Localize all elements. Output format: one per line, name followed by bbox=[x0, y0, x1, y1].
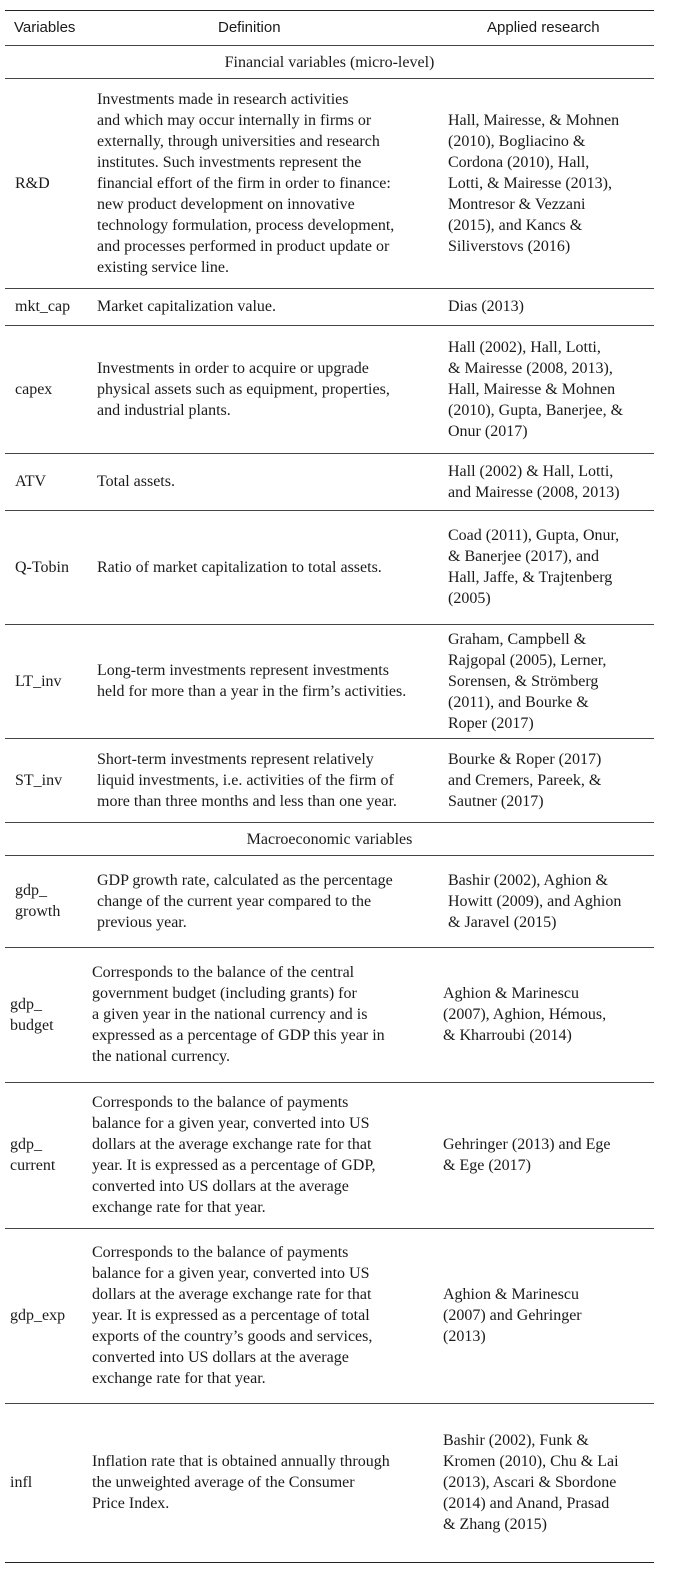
row-2-definition: and industrial plants. bbox=[97, 402, 231, 419]
row-6-research: and Cremers, Pareek, & bbox=[448, 772, 602, 789]
row-7-definition: previous year. bbox=[97, 914, 187, 931]
row-10-research: (2007) and Gehringer bbox=[443, 1307, 582, 1324]
table-top-rule bbox=[5, 10, 654, 11]
section-rule-macro bbox=[5, 855, 654, 856]
row-0-definition: financial effort of the firm in order to finance: bbox=[97, 175, 391, 192]
row-11-definition: the unweighted average of the Consumer bbox=[92, 1474, 355, 1491]
row-0-research: Siliverstovs (2016) bbox=[448, 238, 571, 255]
row-0-research: Montresor & Vezzani bbox=[448, 196, 586, 213]
row-5-variable: LT_inv bbox=[15, 673, 62, 690]
row-7-rule bbox=[5, 947, 654, 948]
row-10-definition: exchange rate for that year. bbox=[92, 1370, 266, 1387]
row-0-definition: and which may occur internally in firms or bbox=[97, 112, 372, 129]
row-2-research: Hall (2002), Hall, Lotti, bbox=[448, 339, 601, 356]
row-8-research: Aghion & Marinescu bbox=[443, 985, 579, 1002]
row-0-variable: R&D bbox=[15, 175, 50, 192]
row-4-research: (2005) bbox=[448, 590, 491, 607]
row-0-definition: technology formulation, process development, bbox=[97, 217, 395, 234]
row-9-research: & Ege (2017) bbox=[443, 1157, 531, 1174]
row-9-definition: exchange rate for that year. bbox=[92, 1199, 266, 1216]
row-10-variable: gdp_exp bbox=[10, 1307, 66, 1324]
row-0-definition: externally, through universities and research bbox=[97, 133, 380, 150]
row-8-definition: the national currency. bbox=[92, 1048, 231, 1065]
row-0-research: Cordona (2010), Hall, bbox=[448, 154, 590, 171]
row-5-research: Roper (2017) bbox=[448, 715, 534, 732]
row-7-research: Bashir (2002), Aghion & bbox=[448, 872, 608, 889]
row-10-research: (2013) bbox=[443, 1328, 486, 1345]
row-1-variable: mkt_cap bbox=[15, 298, 71, 315]
row-7-definition: GDP growth rate, calculated as the percentage bbox=[97, 872, 393, 889]
row-7-definition: change of the current year compared to the bbox=[97, 893, 372, 910]
row-3-variable: ATV bbox=[15, 473, 47, 490]
section-rule-macro-top bbox=[5, 822, 654, 823]
row-0-definition: and processes performed in product update or bbox=[97, 238, 390, 255]
section-rule-financial bbox=[5, 78, 654, 79]
row-2-research: Onur (2017) bbox=[448, 423, 528, 440]
row-0-research: (2010), Bogliacino & bbox=[448, 133, 586, 150]
row-7-variable: growth bbox=[15, 903, 61, 920]
row-4-research: & Banerjee (2017), and bbox=[448, 548, 600, 565]
row-4-research: Hall, Jaffe, & Trajtenberg bbox=[448, 569, 613, 586]
row-11-research: Kromen (2010), Chu & Lai bbox=[443, 1453, 619, 1470]
row-2-rule bbox=[5, 453, 654, 454]
row-8-research: (2007), Aghion, Hémous, bbox=[443, 1006, 607, 1023]
row-5-research: Graham, Campbell & bbox=[448, 631, 587, 648]
table-bottom-rule bbox=[5, 1562, 654, 1563]
row-3-research: Hall (2002) & Hall, Lotti, bbox=[448, 463, 614, 480]
row-2-definition: Investments in order to acquire or upgrade bbox=[97, 360, 369, 377]
row-9-variable: gdp_ bbox=[10, 1136, 42, 1153]
row-11-research: & Zhang (2015) bbox=[443, 1516, 547, 1533]
row-2-research: & Mairesse (2008, 2013), bbox=[448, 360, 613, 377]
header-variables: Variables bbox=[14, 19, 76, 36]
row-1-research: Dias (2013) bbox=[448, 298, 524, 315]
row-10-definition: converted into US dollars at the average bbox=[92, 1349, 349, 1366]
row-2-definition: physical assets such as equipment, properties, bbox=[97, 381, 390, 398]
row-5-research: (2011), and Bourke & bbox=[448, 694, 589, 711]
row-6-research: Sautner (2017) bbox=[448, 793, 544, 810]
row-4-definition: Ratio of market capitalization to total assets. bbox=[97, 559, 382, 576]
row-9-definition: converted into US dollars at the average bbox=[92, 1178, 349, 1195]
row-3-definition: Total assets. bbox=[97, 473, 175, 490]
row-1-rule bbox=[5, 325, 654, 326]
row-6-variable: ST_inv bbox=[15, 772, 63, 789]
row-9-definition: Corresponds to the balance of payments bbox=[92, 1094, 349, 1111]
row-10-definition: Corresponds to the balance of payments bbox=[92, 1244, 349, 1261]
row-4-research: Coad (2011), Gupta, Onur, bbox=[448, 527, 620, 544]
row-0-definition: existing service line. bbox=[97, 259, 229, 276]
row-0-definition: new product development on innovative bbox=[97, 196, 355, 213]
row-6-definition: liquid investments, i.e. activities of the firm of bbox=[97, 772, 394, 789]
row-7-research: & Jaravel (2015) bbox=[448, 914, 557, 931]
row-11-definition: Inflation rate that is obtained annually through bbox=[92, 1453, 390, 1470]
row-0-rule bbox=[5, 288, 654, 289]
row-9-variable: current bbox=[10, 1157, 56, 1174]
row-9-definition: year. It is expressed as a percentage of GDP, bbox=[92, 1157, 376, 1174]
row-0-research: (2015), and Kancs & bbox=[448, 217, 583, 234]
row-10-definition: balance for a given year, converted into US bbox=[92, 1265, 370, 1282]
row-6-definition: Short-term investments represent relatively bbox=[97, 751, 374, 768]
row-11-definition: Price Index. bbox=[92, 1495, 170, 1512]
row-1-definition: Market capitalization value. bbox=[97, 298, 277, 315]
section-title-financial: Financial variables (micro-level) bbox=[224, 54, 435, 71]
header-definition: Definition bbox=[218, 19, 281, 36]
row-8-definition: government budget (including grants) for bbox=[92, 985, 357, 1002]
row-5-research: Sorensen, & Strömberg bbox=[448, 673, 599, 690]
row-6-research: Bourke & Roper (2017) bbox=[448, 751, 602, 768]
row-5-definition: Long-term investments represent investments bbox=[97, 662, 389, 679]
row-0-research: Hall, Mairesse, & Mohnen bbox=[448, 112, 620, 129]
row-8-definition: Corresponds to the balance of the central bbox=[92, 964, 355, 981]
row-2-research: Hall, Mairesse & Mohnen bbox=[448, 381, 616, 398]
row-11-research: (2013), Ascari & Sbordone bbox=[443, 1474, 617, 1491]
row-5-definition: held for more than a year in the firm’s activities. bbox=[97, 683, 407, 700]
row-9-definition: dollars at the average exchange rate for that bbox=[92, 1136, 372, 1153]
row-0-research: Lotti, & Mairesse (2013), bbox=[448, 175, 612, 192]
row-8-variable: budget bbox=[10, 1017, 54, 1034]
row-9-rule bbox=[5, 1228, 654, 1229]
row-8-definition: a given year in the national currency and is bbox=[92, 1006, 368, 1023]
row-8-variable: gdp_ bbox=[10, 996, 42, 1013]
row-10-definition: dollars at the average exchange rate for that bbox=[92, 1286, 372, 1303]
row-10-definition: year. It is expressed as a percentage of total bbox=[92, 1307, 370, 1324]
row-10-rule bbox=[5, 1403, 654, 1404]
row-8-research: & Kharroubi (2014) bbox=[443, 1027, 572, 1044]
row-3-rule bbox=[5, 510, 654, 511]
row-5-rule bbox=[5, 738, 654, 739]
row-10-research: Aghion & Marinescu bbox=[443, 1286, 579, 1303]
row-7-variable: gdp_ bbox=[15, 882, 47, 899]
row-4-rule bbox=[5, 624, 654, 625]
row-3-research: and Mairesse (2008, 2013) bbox=[448, 484, 620, 501]
row-6-definition: more than three months and less than one year. bbox=[97, 793, 397, 810]
row-9-definition: balance for a given year, converted into US bbox=[92, 1115, 370, 1132]
row-11-research: (2014) and Anand, Prasad bbox=[443, 1495, 610, 1512]
row-8-rule bbox=[5, 1082, 654, 1083]
row-7-research: Howitt (2009), and Aghion bbox=[448, 893, 622, 910]
row-5-research: Rajgopal (2005), Lerner, bbox=[448, 652, 607, 669]
row-0-definition: Investments made in research activities bbox=[97, 91, 349, 108]
header-research: Applied research bbox=[487, 19, 600, 36]
row-11-variable: infl bbox=[10, 1474, 33, 1491]
header-rule bbox=[5, 45, 654, 46]
row-10-definition: exports of the country’s goods and services, bbox=[92, 1328, 373, 1345]
row-0-definition: institutes. Such investments represent the bbox=[97, 154, 362, 171]
section-title-macro: Macroeconomic variables bbox=[246, 831, 413, 848]
row-8-definition: expressed as a percentage of GDP this year in bbox=[92, 1027, 385, 1044]
row-2-variable: capex bbox=[15, 381, 53, 398]
row-11-research: Bashir (2002), Funk & bbox=[443, 1432, 589, 1449]
row-9-research: Gehringer (2013) and Ege bbox=[443, 1136, 611, 1153]
row-4-variable: Q-Tobin bbox=[15, 559, 69, 576]
row-2-research: (2010), Gupta, Banerjee, & bbox=[448, 402, 624, 419]
